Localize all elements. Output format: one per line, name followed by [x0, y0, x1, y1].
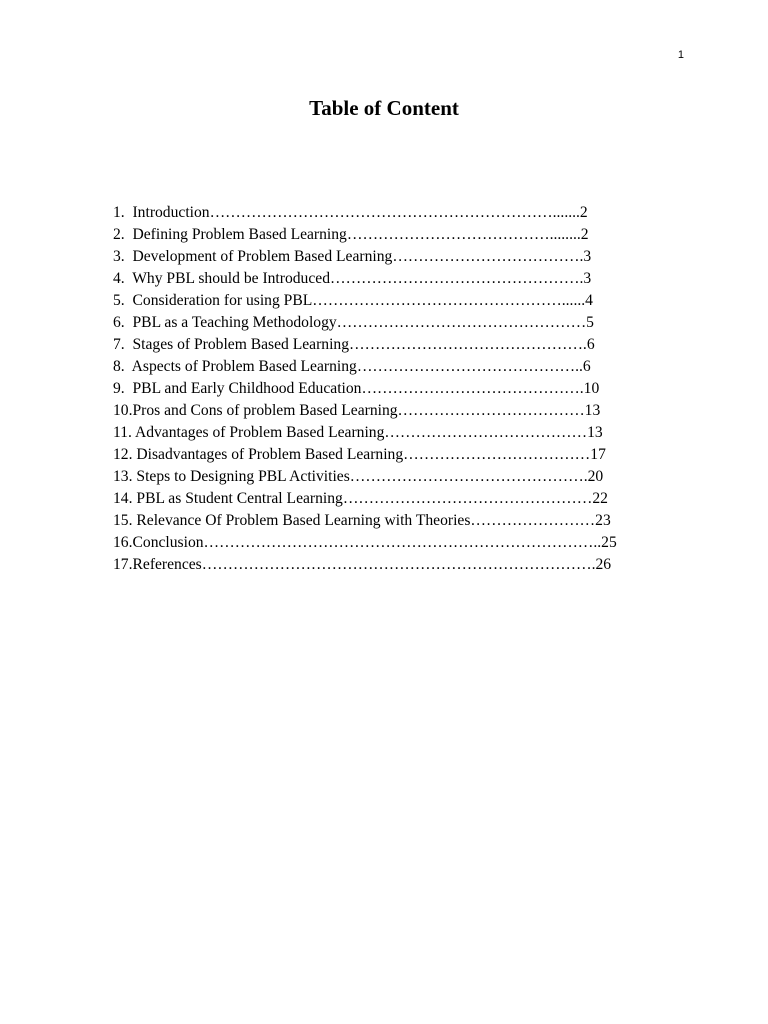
page-title: Table of Content: [309, 96, 459, 120]
toc-entry-12: 12. Disadvantages of Problem Based Learning………………………………17: [113, 446, 606, 463]
toc-entry-7: 7. Stages of Problem Based Learning……………………………………….6: [113, 336, 595, 353]
toc-entry-11: 11. Advantages of Problem Based Learning…………………………………13: [113, 424, 603, 441]
toc-entry-13: 13. Steps to Designing PBL Activities……………………………………….20: [113, 468, 604, 485]
toc-entry-15: 15. Relevance Of Problem Based Learning with Theories……………………23: [113, 512, 611, 529]
toc-entry-6: 6. PBL as a Teaching Methodology…………………………………………5: [113, 314, 594, 331]
toc-entry-16: 16.Conclusion…………………………………………………………………..25: [113, 534, 617, 551]
toc-entry-3: 3. Development of Problem Based Learning……………………………….3: [113, 248, 592, 265]
page-number: 1: [677, 49, 684, 61]
toc-entry-10: 10.Pros and Cons of problem Based Learning………………………………13: [113, 402, 601, 419]
toc-entry-17: 17.References………………………………………………………………….26: [113, 556, 612, 573]
toc-entry-2: 2. Defining Problem Based Learning…………………………………........2: [113, 226, 589, 243]
toc-entry-14: 14. PBL as Student Central Learning…………………………………………22: [113, 490, 608, 507]
toc-entry-1: 1. Introduction………………………………………………………….......2: [113, 204, 588, 221]
toc-entry-9: 9. PBL and Early Childhood Education…………………………………….10: [113, 380, 600, 397]
table-of-contents-list: [113, 202, 713, 576]
toc-entry-4: 4. Why PBL should be Introduced………………………………………….3: [113, 270, 592, 287]
toc-entry-5: 5. Consideration for using PBL…………………………………………......4: [113, 292, 593, 309]
toc-entry-8: 8. Aspects of Problem Based Learning……………………………………..6: [113, 358, 591, 375]
